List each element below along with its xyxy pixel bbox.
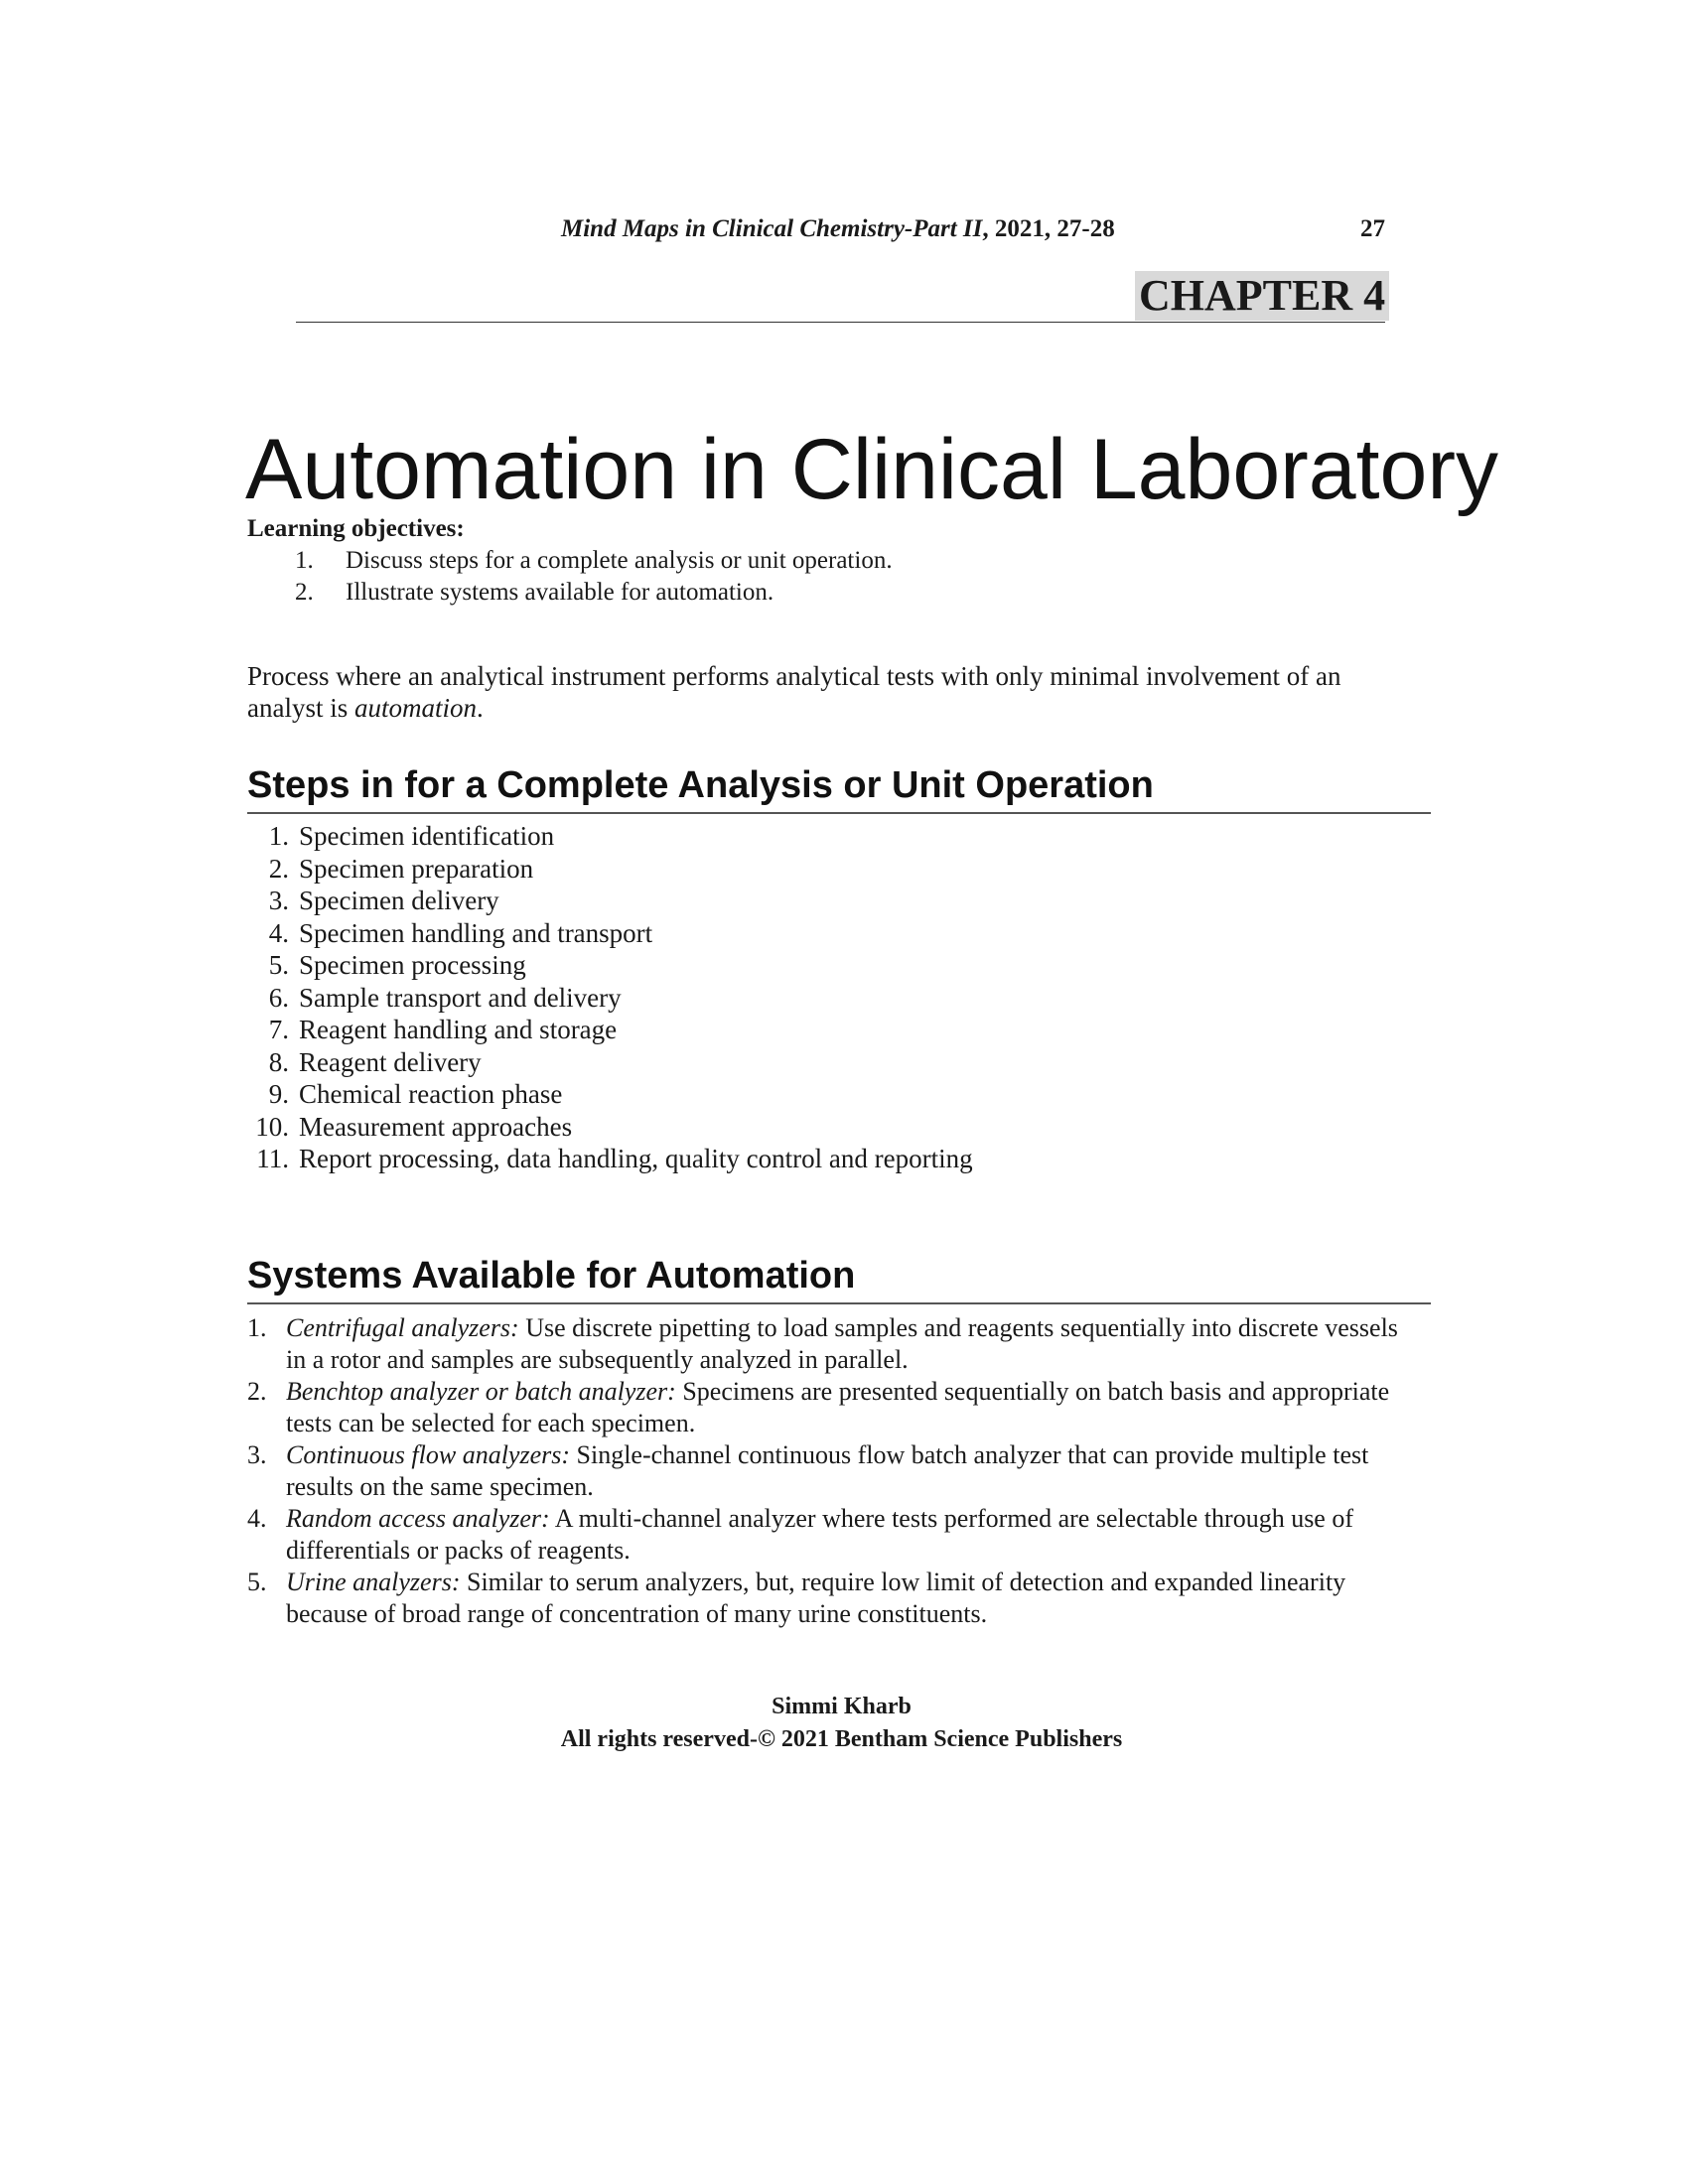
system-item xyxy=(247,1503,1409,1566)
page-number: 27 xyxy=(1360,215,1385,242)
step-item xyxy=(247,982,1339,1015)
step-item xyxy=(247,949,1339,982)
system-number: 1. xyxy=(247,1313,267,1342)
step-text: Specimen handling and transport xyxy=(299,917,653,948)
system-description: Single-channel continuous flow batch analyzer that can provide multiple test results on the same specimen. xyxy=(286,1440,1369,1501)
step-text: Reagent delivery xyxy=(299,1046,482,1077)
system-term: Urine analyzers: xyxy=(286,1568,461,1596)
running-head xyxy=(298,215,1385,255)
step-text: Specimen preparation xyxy=(299,853,534,884)
step-item xyxy=(247,820,1339,853)
system-description: Use discrete pipetting to load samples and reagents sequentially into discrete vessels in a rotor and samples are subsequently analyzed in parallel. xyxy=(286,1313,1398,1374)
step-text: Chemical reaction phase xyxy=(299,1079,563,1109)
journal-year-pages: , 2021, 27-28 xyxy=(982,215,1115,242)
systems-list xyxy=(247,1312,1409,1630)
system-description: Similar to serum analyzers, but, require low limit of detection and expanded linearity because of broad range of concentration of many urine constituents. xyxy=(286,1568,1346,1628)
intro-emphasis: automation xyxy=(354,693,478,723)
objectives-list xyxy=(247,545,1439,609)
step-number: 3. xyxy=(268,886,289,915)
step-number: 2. xyxy=(268,853,289,884)
chapter-title: Automation in Clinical Laboratory xyxy=(245,422,1498,517)
system-term: Centrifugal analyzers: xyxy=(286,1313,519,1342)
intro-end: . xyxy=(477,693,484,723)
steps-list xyxy=(247,820,1339,1175)
system-term: Random access analyzer: xyxy=(286,1504,550,1533)
intro-text: Process where an analytical instrument performs analytical tests with only minimal involvement of an analyst is xyxy=(247,661,1341,723)
objective-number: 1. xyxy=(295,547,314,574)
step-text: Sample transport and delivery xyxy=(299,982,622,1013)
system-number: 5. xyxy=(247,1568,267,1596)
system-item xyxy=(247,1376,1409,1438)
system-number: 3. xyxy=(247,1440,267,1469)
step-item xyxy=(247,1046,1339,1079)
step-text: Specimen delivery xyxy=(299,886,499,915)
step-item xyxy=(247,1014,1339,1046)
step-item xyxy=(247,1078,1339,1111)
step-number: 11. xyxy=(256,1144,289,1173)
objective-text: Illustrate systems available for automation. xyxy=(346,579,774,606)
objective-text: Discuss steps for a complete analysis or unit operation. xyxy=(346,547,893,574)
journal-title: Mind Maps in Clinical Chemistry-Part II xyxy=(561,215,983,242)
copyright-notice: All rights reserved-© 2021 Bentham Science Publishers xyxy=(560,1726,1123,1752)
step-item xyxy=(247,917,1339,950)
steps-section-heading: Steps in for a Complete Analysis or Unit Operation xyxy=(247,758,1431,814)
step-text: Specimen identification xyxy=(299,821,555,851)
objective-number: 2. xyxy=(295,579,314,606)
system-item xyxy=(247,1567,1409,1629)
step-item xyxy=(247,1111,1339,1144)
learning-objectives xyxy=(247,513,1439,609)
header-rule xyxy=(296,322,1385,323)
system-term: Benchtop analyzer or batch analyzer: xyxy=(286,1377,676,1406)
intro-paragraph xyxy=(247,660,1399,724)
step-text: Specimen processing xyxy=(299,950,526,980)
step-number: 4. xyxy=(268,917,289,948)
system-term: Continuous flow analyzers: xyxy=(286,1440,571,1469)
step-number: 10. xyxy=(255,1111,289,1142)
step-item xyxy=(247,1143,1339,1175)
objectives-heading: Learning objectives: xyxy=(247,515,465,542)
step-text: Report processing, data handling, quality control and reporting xyxy=(299,1144,973,1173)
objective-item xyxy=(247,577,1439,609)
step-number: 8. xyxy=(268,1046,289,1077)
system-item xyxy=(247,1439,1409,1502)
step-item xyxy=(247,885,1339,917)
step-text: Reagent handling and storage xyxy=(299,1015,618,1044)
step-number: 6. xyxy=(268,982,289,1013)
step-number: 7. xyxy=(268,1015,289,1044)
step-number: 9. xyxy=(268,1079,289,1109)
system-description: A multi-channel analyzer where tests performed are selectable through use of differentials or packs of reagents. xyxy=(286,1504,1354,1565)
objective-item xyxy=(247,545,1439,577)
step-number: 1. xyxy=(268,821,289,851)
author-name: Simmi Kharb xyxy=(772,1694,912,1719)
systems-section-heading: Systems Available for Automation xyxy=(247,1249,1431,1304)
system-number: 2. xyxy=(247,1377,267,1406)
chapter-label: CHAPTER 4 xyxy=(1135,271,1389,321)
step-number: 5. xyxy=(268,950,289,980)
credits xyxy=(298,1691,1385,1756)
step-item xyxy=(247,853,1339,886)
system-description: Specimens are presented sequentially on batch basis and appropriate tests can be selected for each specimen. xyxy=(286,1377,1390,1437)
step-text: Measurement approaches xyxy=(299,1111,573,1142)
system-number: 4. xyxy=(247,1504,267,1533)
system-item xyxy=(247,1312,1409,1375)
journal-citation xyxy=(561,215,1115,243)
